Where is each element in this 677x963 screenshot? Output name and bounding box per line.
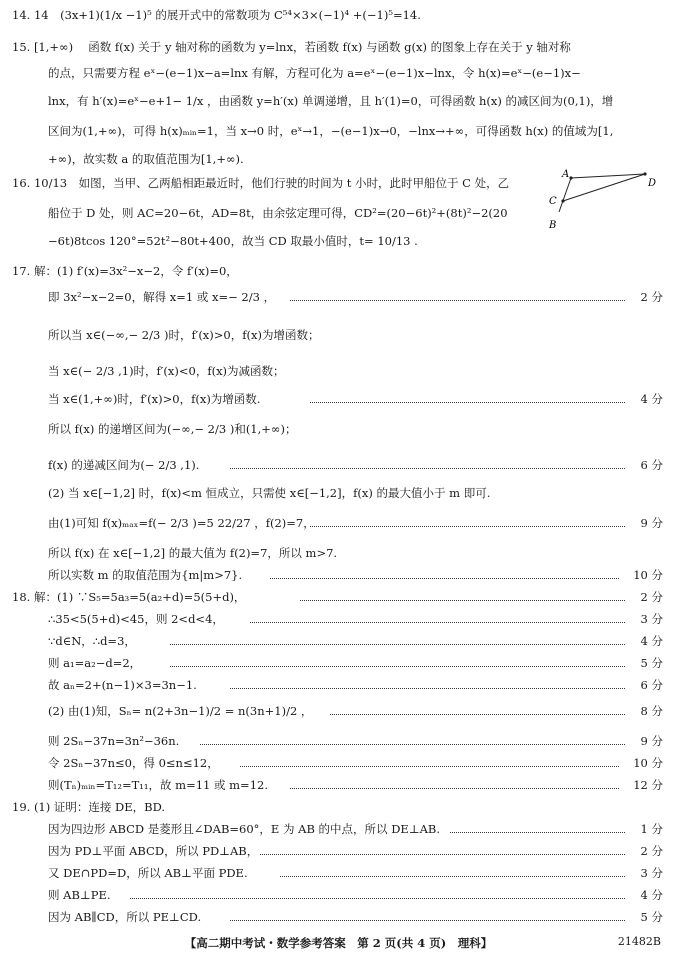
dot-leader bbox=[310, 402, 625, 403]
label-c: C bbox=[549, 196, 557, 207]
dot-leader bbox=[280, 876, 625, 877]
score-points: 3 分 bbox=[640, 866, 663, 880]
line-15b bbox=[0, 66, 677, 90]
line-18g bbox=[0, 734, 677, 758]
line-19b bbox=[0, 822, 677, 846]
score-points: 9 分 bbox=[640, 734, 663, 748]
footer-title: 【高二期中考试・数学参考答案 第 2 页(共 4 页) 理科】 bbox=[184, 936, 493, 950]
score-points: 2 分 bbox=[640, 290, 663, 304]
line-19d bbox=[0, 866, 677, 890]
point-d bbox=[643, 172, 646, 175]
label-d: D bbox=[648, 178, 657, 189]
dot-leader bbox=[170, 644, 625, 645]
dot-leader bbox=[450, 832, 625, 833]
line-text: 所以当 x∈(−∞,− 2/3 )时，f′(x)>0，f(x)为增函数； bbox=[48, 328, 320, 342]
line-15d bbox=[0, 124, 677, 148]
line-text: 船位于 D 处，则 AC=20−6t，AD=8t，由余弦定理可得，CD²=(20−6t)²+(8t)²−2(20 bbox=[48, 206, 508, 220]
line-17f bbox=[0, 422, 677, 446]
line-text: 故 aₙ=2+(n−1)×3=3n−1. bbox=[48, 678, 197, 692]
score-points: 2 分 bbox=[640, 590, 663, 604]
line-text: 令 2Sₙ−37n≤0，得 0≤n≤12， bbox=[48, 756, 219, 770]
score-points: 6 分 bbox=[640, 678, 663, 692]
score-points: 4 分 bbox=[640, 634, 663, 648]
line-17h bbox=[0, 486, 677, 510]
line-17d bbox=[0, 364, 677, 388]
point-a bbox=[569, 176, 572, 179]
line-text: 18. 解：(1) ∵S₅=5a₃=5(a₂+d)=5(5+d)， bbox=[12, 590, 246, 604]
score-points: 10 分 bbox=[633, 568, 663, 582]
line-18i bbox=[0, 778, 677, 802]
dot-leader bbox=[200, 744, 625, 745]
line-text: 因为 PD⊥平面 ABCD，所以 PD⊥AB， bbox=[48, 844, 259, 858]
point-c bbox=[561, 199, 564, 202]
dot-leader bbox=[230, 920, 625, 921]
line-18h bbox=[0, 756, 677, 780]
footer-code: 21482B bbox=[617, 935, 661, 948]
line-text: lnx，有 h′(x)=eˣ−e+1− 1/x ，由函数 y=h′(x) 单调递增，且 h′(1)=0，可得函数 h(x) 的减区间为(0,1)，增 bbox=[48, 94, 614, 108]
line-17b bbox=[0, 290, 677, 314]
dot-leader bbox=[260, 854, 625, 855]
line-17g bbox=[0, 458, 677, 482]
score-points: 1 分 bbox=[640, 822, 663, 836]
score-points: 4 分 bbox=[640, 392, 663, 406]
line-17e bbox=[0, 392, 677, 416]
dot-leader bbox=[230, 468, 625, 469]
line-19e bbox=[0, 888, 677, 912]
line-text: 则 2Sₙ−37n=3n²−36n. bbox=[48, 734, 180, 748]
line-16c bbox=[0, 234, 677, 258]
line-text: 15. [1,+∞) 函数 f(x) 关于 y 轴对称的函数为 y=lnx，若函数 f(x) 与函数 g(x) 的图象上存在关于 y 轴对称 bbox=[12, 40, 571, 54]
score-points: 9 分 bbox=[640, 516, 663, 530]
dot-leader bbox=[130, 898, 625, 899]
line-18b bbox=[0, 612, 677, 636]
line-text: ∵d∈N，∴d=3， bbox=[48, 634, 136, 648]
score-points: 5 分 bbox=[640, 910, 663, 924]
line-text: (2) 由(1)知，Sₙ= n(2+3n−1)/2 = n(3n+1)/2 ， bbox=[48, 704, 313, 718]
score-points: 6 分 bbox=[640, 458, 663, 472]
dot-leader bbox=[310, 526, 625, 527]
dot-leader bbox=[270, 578, 619, 579]
ship-figure bbox=[545, 166, 665, 236]
line-text: ∴35<5(5+d)<45，则 2<d<4， bbox=[48, 612, 224, 626]
dot-leader bbox=[330, 714, 625, 715]
line-text: 16. 10/13 如图，当甲、乙两船相距最近时，他们行驶的时间为 t 小时，此时甲船位于 C 处，乙 bbox=[12, 176, 510, 190]
line-text: f(x) 的递减区间为(− 2/3 ,1). bbox=[48, 458, 200, 472]
score-points: 5 分 bbox=[640, 656, 663, 670]
line-text: (2) 当 x∈[−1,2] 时，f(x)<m 恒成立，只需使 x∈[−1,2]，f(x) 的最大值小于 m 即可. bbox=[48, 486, 491, 500]
line-text: 所以实数 m 的取值范围为{m|m>7}. bbox=[48, 568, 243, 582]
line-text: 当 x∈(− 2/3 ,1)时，f′(x)<0，f(x)为减函数； bbox=[48, 364, 285, 378]
page-footer bbox=[0, 935, 677, 955]
line-text: 当 x∈(1,+∞)时，f′(x)>0，f(x)为增函数. bbox=[48, 392, 261, 406]
line-19a bbox=[0, 800, 677, 824]
dot-leader bbox=[250, 622, 625, 623]
line-text: 14. 14 (3x+1)(1/x −1)⁵ 的展开式中的常数项为 C⁵⁴×3×(−1)⁴ +(−1)⁵=14. bbox=[12, 8, 421, 22]
segment-ab bbox=[559, 178, 571, 212]
line-19c bbox=[0, 844, 677, 868]
line-text: 19. (1) 证明：连接 DE，BD. bbox=[12, 800, 166, 814]
line-17i bbox=[0, 516, 677, 540]
score-points: 10 分 bbox=[633, 756, 663, 770]
dot-leader bbox=[230, 688, 625, 689]
dot-leader bbox=[300, 600, 625, 601]
line-18f bbox=[0, 704, 677, 728]
dot-leader bbox=[290, 788, 619, 789]
dot-leader bbox=[240, 766, 619, 767]
line-text: 17. 解：(1) f′(x)=3x²−x−2，令 f′(x)=0， bbox=[12, 264, 238, 278]
line-17a bbox=[0, 264, 677, 288]
line-text: 则 AB⊥PE. bbox=[48, 888, 111, 902]
line-text: 区间为(1,+∞)，可得 h(x)ₘᵢₙ=1，当 x→0 时，eˣ→1，−(e−1)x→0，−lnx→+∞，可得函数 h(x) 的值域为[1, bbox=[48, 124, 614, 138]
line-text: 的点，只需要方程 eˣ−(e−1)x−a=lnx 有解，方程可化为 a=eˣ−(e−1)x−lnx，令 h(x)=eˣ−(e−1)x− bbox=[48, 66, 581, 80]
score-points: 8 分 bbox=[640, 704, 663, 718]
line-text: 则(Tₙ)ₘᵢₙ=T₁₂=T₁₁，故 m=11 或 m=12. bbox=[48, 778, 268, 792]
line-18a bbox=[0, 590, 677, 614]
score-points: 2 分 bbox=[640, 844, 663, 858]
line-17k bbox=[0, 568, 677, 592]
line-15a bbox=[0, 40, 677, 64]
line-14 bbox=[0, 8, 677, 32]
line-18d bbox=[0, 656, 677, 680]
line-text: 由(1)可知 f(x)ₘₐₓ=f(− 2/3 )=5 22/27 ，f(2)=7， bbox=[48, 516, 315, 530]
dot-leader bbox=[170, 666, 625, 667]
line-18e bbox=[0, 678, 677, 702]
label-a: A bbox=[562, 169, 570, 180]
line-text: 所以 f(x) 在 x∈[−1,2] 的最大值为 f(2)=7，所以 m>7. bbox=[48, 546, 338, 560]
line-text: 则 a₁=a₂−d=2， bbox=[48, 656, 142, 670]
line-text: 因为 AB∥CD，所以 PE⊥CD. bbox=[48, 910, 202, 924]
line-text: 又 DE∩PD=D，所以 AB⊥平面 PDE. bbox=[48, 866, 248, 880]
score-points: 12 分 bbox=[633, 778, 663, 792]
score-points: 3 分 bbox=[640, 612, 663, 626]
dot-leader bbox=[290, 300, 625, 301]
line-text: +∞)，故实数 a 的取值范围为[1,+∞). bbox=[48, 152, 244, 166]
line-17j bbox=[0, 546, 677, 570]
line-text: −6t)8tcos 120°=52t²−80t+400，故当 CD 取最小值时，t= 10/13 . bbox=[48, 234, 418, 248]
line-15c bbox=[0, 94, 677, 118]
line-text: 所以 f(x) 的递增区间为(−∞,− 2/3 )和(1,+∞)； bbox=[48, 422, 297, 436]
line-18c bbox=[0, 634, 677, 658]
line-19f bbox=[0, 910, 677, 934]
label-b: B bbox=[549, 220, 557, 231]
line-text: 因为四边形 ABCD 是菱形且∠DAB=60°，E 为 AB 的中点，所以 DE⊥AB. bbox=[48, 822, 441, 836]
line-17c bbox=[0, 328, 677, 352]
score-points: 4 分 bbox=[640, 888, 663, 902]
line-text: 即 3x²−x−2=0，解得 x=1 或 x=− 2/3 ， bbox=[48, 290, 276, 304]
